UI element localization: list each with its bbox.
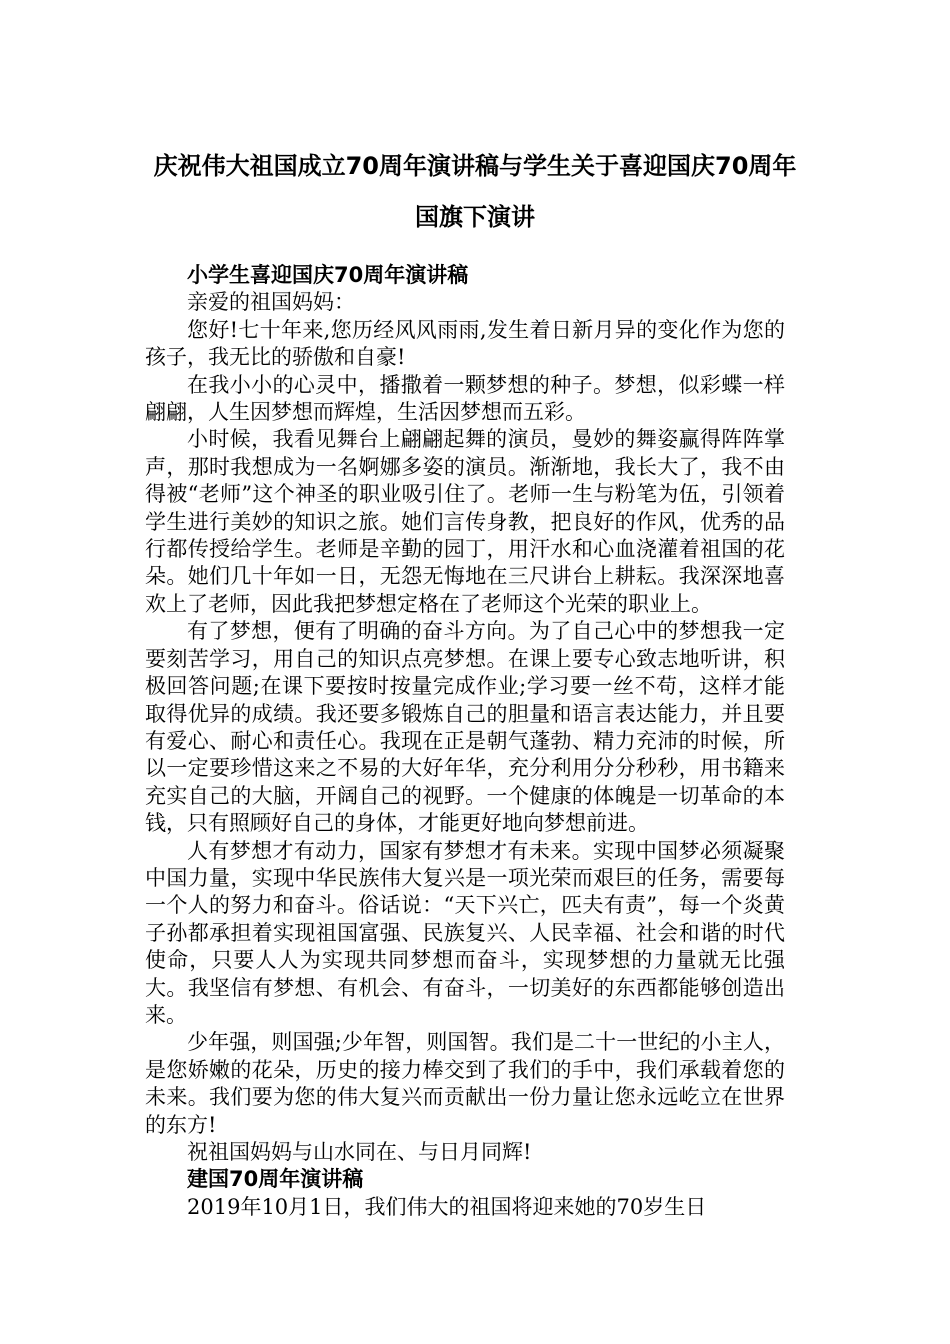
document-title-line-1: 庆祝伟大祖国成立70周年演讲稿与学生关于喜迎国庆70周年 [153,152,797,180]
paragraph: 在我小小的心灵中，播撒着一颗梦想的种子。梦想，似彩蝶一样翩翩，人生因梦想而辉煌，生活因梦想而五彩。 [145,372,785,425]
paragraph: 有了梦想，便有了明确的奋斗方向。为了自己心中的梦想我一定要刻苦学习，用自己的知识点亮梦想。在课上要专心致志地听讲，积极回答问题;在课下要按时按量完成作业;学习要一丝不苟，这样才能取得优异的成绩。我还要多锻炼自己的胆量和语言表达能力，并且要有爱心、耐心和责任心。我现在正是朝气蓬勃、精力充沛的时候，所以一定要珍惜这来之不易的大好年华，充分利用分分秒秒，用书籍来充实自己的大脑，开阔自己的视野。一个健康的体魄是一切革命的本钱，只有照顾好自己的身体，才能更好地向梦想前进。 [145,619,785,836]
greeting: 亲爱的祖国妈妈： [187,290,355,315]
paragraph: 您好!七十年来,您历经风风雨雨,发生着日新月异的变化作为您的孩子，我无比的骄傲和自豪! [145,317,785,370]
paragraph: 人有梦想才有动力，国家有梦想才有未来。实现中国梦必须凝聚中国力量，实现中华民族伟大复兴是一项光荣而艰巨的任务，需要每一个人的努力和奋斗。俗话说：“天下兴亡，匹夫有责”，每一个炎黄子孙都承担着实现祖国富强、民族复兴、人民幸福、社会和谐的时代使命，只要人人为实现共同梦想而奋斗，实现梦想的力量就无比强大。我坚信有梦想、有机会、有奋斗，一切美好的东西都能够创造出来。 [145,838,785,1027]
paragraph: 少年强，则国强;少年智，则国智。我们是二十一世纪的小主人，是您娇嫩的花朵，历史的接力棒交到了我们的手中，我们承载着您的未来。我们要为您的伟大复兴而贡献出一份力量让您永远屹立在世界的东方! [145,1030,785,1137]
document-title-line-2: 国旗下演讲 [415,203,535,231]
document-body [145,262,785,1221]
section-heading: 小学生喜迎国庆70周年演讲稿 [187,263,469,287]
paragraph: 2019年10月1日，我们伟大的祖国将迎来她的70岁生日 [187,1194,707,1219]
section-heading: 建国70周年演讲稿 [187,1167,364,1192]
paragraph: 小时候，我看见舞台上翩翩起舞的演员，曼妙的舞姿赢得阵阵掌声，那时我想成为一名婀娜多姿的演员。渐渐地，我长大了，我不由得被“老师”这个神圣的职业吸引住了。老师一生与粉笔为伍，引领着学生进行美妙的知识之旅。她们言传身教，把良好的作风，优秀的品行都传授给学生。老师是辛勤的园丁，用汗水和心血浇灌着祖国的花朵。她们几十年如一日，无怨无悔地在三尺讲台上耕耘。我深深地喜欢上了老师，因此我把梦想定格在了老师这个光荣的职业上。 [145,427,785,616]
closing-wish: 祝祖国妈妈与山水同在、与日月同辉! [187,1140,532,1164]
